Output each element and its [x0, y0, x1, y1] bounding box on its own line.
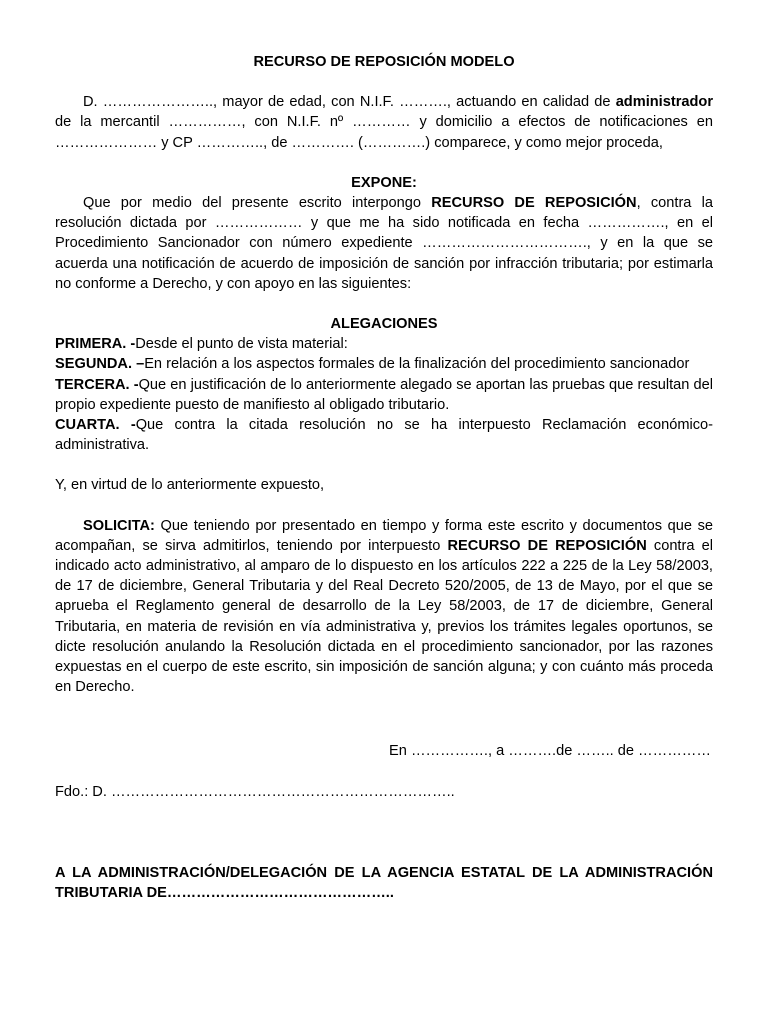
alegacion-item [55, 334, 713, 354]
solicita-text-1: Que teniendo por presentado en tiempo y forma este escrito y documentos que se acompañan, se sirva admitirlos, teniendo por interpuesto [55, 517, 713, 554]
intro-paragraph [55, 92, 713, 153]
alegacion-text: Que contra la citada resolución no se ha interpuesto Reclamación económico-administrativa. [55, 417, 713, 454]
spacer [55, 496, 713, 516]
virtud-line: Y, en virtud de lo anteriormente expuesto, [55, 477, 325, 494]
alegacion-item [55, 415, 713, 455]
alegacion-label: SEGUNDA. – [55, 356, 145, 373]
alegacion-text: En relación a los aspectos formales de la finalización del procedimiento sancionador [144, 356, 690, 373]
solicita-label: SOLICITA: [83, 517, 155, 534]
signature-line: Fdo.: D. …………………………………………………………….. [55, 783, 455, 800]
alegacion-label: TERCERA. - [55, 376, 139, 393]
alegacion-item [55, 354, 713, 374]
solicita-paragraph [55, 516, 713, 698]
expone-text-2: , contra la resolución dictada por ……………… y que me ha sido notificada en fecha ……………., en el Procedimiento Sancionador con número expediente ……………………………., y en la que se acuerda una notificación de acuerdo de imposición de sanción por infracción tributaria; por estimarla no conforme a Derecho, y con apoyo en las siguientes: [55, 195, 714, 292]
alegacion-label: CUARTA. - [55, 417, 136, 434]
intro-text-1: D. ………………….., mayor de edad, con N.I.F. ………., actuando en calidad de [83, 94, 616, 111]
solicita-bold-recurso: RECURSO DE REPOSICIÓN [447, 537, 647, 554]
expone-text-1: Que por medio del presente escrito interpongo [83, 195, 432, 212]
place-date-line: En ……………., a ……….de …….. de …………… [389, 743, 711, 760]
expone-bold-recurso: RECURSO DE REPOSICIÓN [431, 195, 637, 212]
expone-paragraph [55, 193, 713, 294]
intro-bold-role: administrador [615, 94, 713, 111]
alegacion-text: Que en justificación de lo anteriormente alegado se aportan las pruebas que resultan del propio expediente puesto de manifiesto al obligado tributario. [55, 376, 713, 413]
recipient-block: A LA ADMINISTRACIÓN/DELEGACIÓN DE LA AGENCIA ESTATAL DE LA ADMINISTRACIÓN TRIBUTARIA DE……………………………………….. [55, 864, 713, 902]
alegacion-text: Desde el punto de vista material: [135, 336, 348, 353]
document-title: RECURSO DE REPOSICIÓN MODELO [253, 54, 515, 70]
alegacion-item [55, 375, 713, 415]
spacer [55, 294, 713, 314]
expone-heading: EXPONE: [351, 174, 417, 191]
alegacion-label: PRIMERA. - [55, 336, 136, 353]
spacer [55, 455, 713, 475]
alegaciones-heading: ALEGACIONES [330, 316, 438, 333]
intro-text-2: de la mercantil ……………, con N.I.F. nº ………… y domicilio a efectos de notificaciones en ………………… y CP ………….., de …………. (………….) comparece, y como mejor proceda, [55, 114, 713, 151]
solicita-text-2: contra el indicado acto administrativo, al amparo de lo dispuesto en los artículos 222 a 225 de la Ley 58/2003, de 17 de diciembre, General Tributaria y del Real Decreto 520/2005, de 13 de Mayo, por el que se aprueba el Reglamento general de desarrollo de la Ley 58/2003, de 17 de diciembre, General Tributaria, en materia de revisión en vía administrativa y, previos los trámites legales oportunos, se dicte resolución anulando la Resolución dictada en el procedimiento sancionador, por las razones expuestas en el cuerpo de este escrito, sin imposición de sanción alguna; y con cuánto más proceda en Derecho. [55, 537, 713, 696]
spacer [55, 153, 713, 173]
